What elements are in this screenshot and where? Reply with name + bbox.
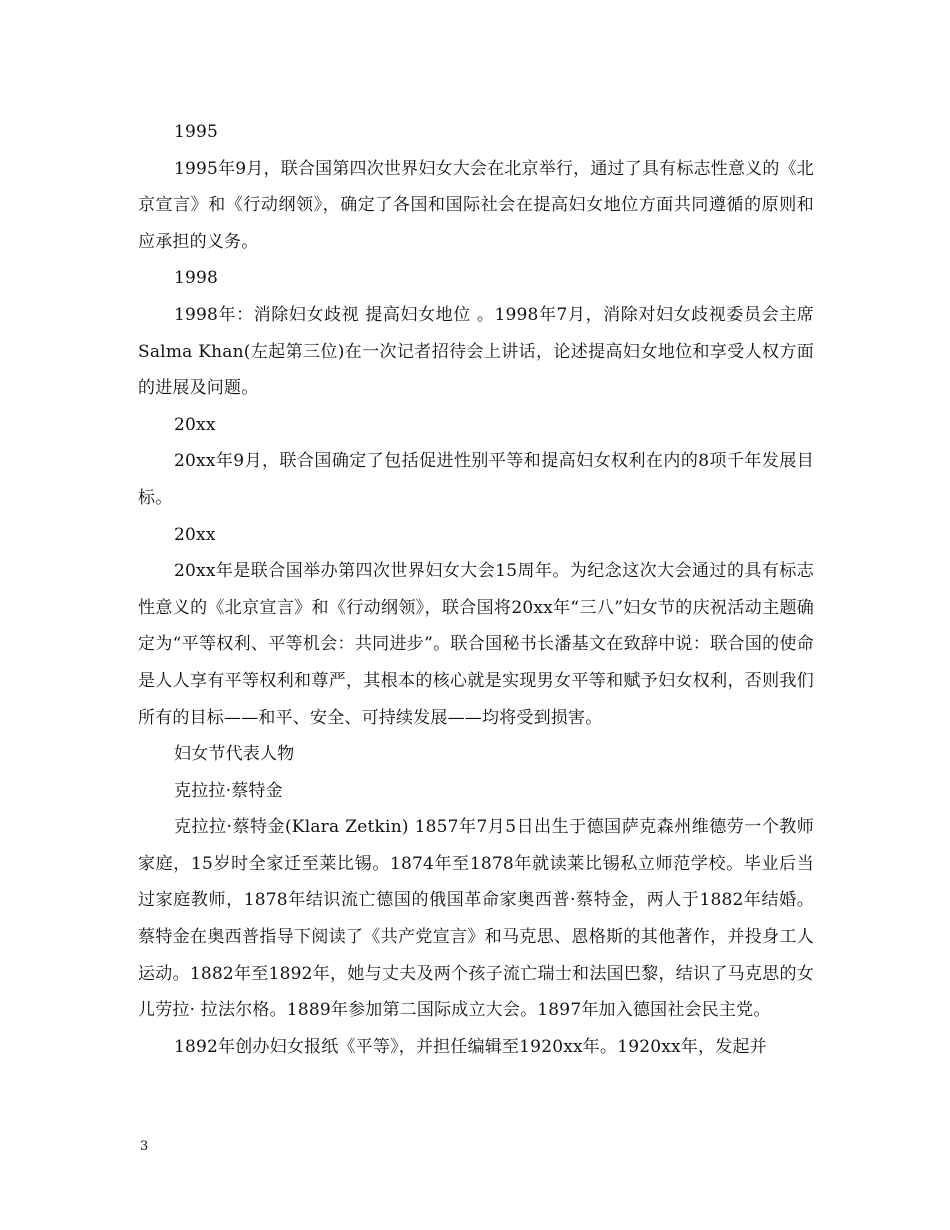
page-number: 3 (140, 1139, 149, 1154)
subheading-clara-zetkin: 克拉拉·蔡特金 (174, 780, 283, 801)
paragraph-year-1998-heading: 1998 (174, 268, 219, 289)
paragraph-zetkin-1892: 1892年创办妇女报纸《平等》，并担任编辑至1920xx年。1920xx年，发起并 (174, 1036, 767, 1057)
document-body (138, 114, 814, 1065)
paragraph-zetkin-biography: 克拉拉·蔡特金(Klara Zetkin) 1857年7月5日出生于德国萨克森州维德劳一个教师家庭，15岁时全家迁至莱比锡。1874年至1878年就读莱比锡私立师范学校。毕业后当过家庭教师，1878年结识流亡德国的俄国革命家奥西普·蔡特金，两人于1882年结婚。蔡特金在奥西普指导下阅读了《共产党宣言》和马克思、恩格斯的其他著作，并投身工人运动。1882年至1892年，她与丈夫及两个孩子流亡瑞士和法国巴黎，结识了马克思的女儿劳拉· 拉法尔格。1889年参加第二国际成立大会。1897年加入德国社会民主党。 (138, 817, 814, 1021)
paragraph-20xx-millennium-goals: 20xx年9月，联合国确定了包括促进性别平等和提高妇女权利在内的8项千年发展目标。 (138, 451, 814, 508)
paragraph-year-1995-heading: 1995 (174, 122, 219, 142)
section-heading-representative-figures: 妇女节代表人物 (174, 744, 295, 765)
paragraph-1998-discrimination-committee: 1998年：消除妇女歧视 提高妇女地位 。1998年7月，消除对妇女歧视委员会主席Salma Khan(左起第三位)在一次记者招待会上讲话，论述提高妇女地位和享受人权方面的进展及问题。 (138, 304, 814, 399)
paragraph-1995-beijing-conference: 1995年9月，联合国第四次世界妇女大会在北京举行，通过了具有标志性意义的《北京宣言》和《行动纲领》，确定了各国和国际社会在提高妇女地位方面共同遵循的原则和应承担的义务。 (138, 158, 814, 252)
paragraph-year-20xx-heading: 20xx (174, 414, 216, 435)
paragraph-year-20xx-heading-2: 20xx (174, 524, 216, 545)
paragraph-20xx-15th-anniversary: 20xx年是联合国举办第四次世界妇女大会15周年。为纪念这次大会通过的具有标志性意义的《北京宣言》和《行动纲领》，联合国将20xx年“三八”妇女节的庆祝活动主题确定为“平等权利、平等机会：共同进步”。联合国秘书长潘基文在致辞中说：联合国的使命是人人享有平等权利和尊严，其根本的核心就是实现男女平等和赋予妇女权利，否则我们所有的目标——和平、安全、可持续发展——均将受到损害。 (138, 561, 814, 728)
